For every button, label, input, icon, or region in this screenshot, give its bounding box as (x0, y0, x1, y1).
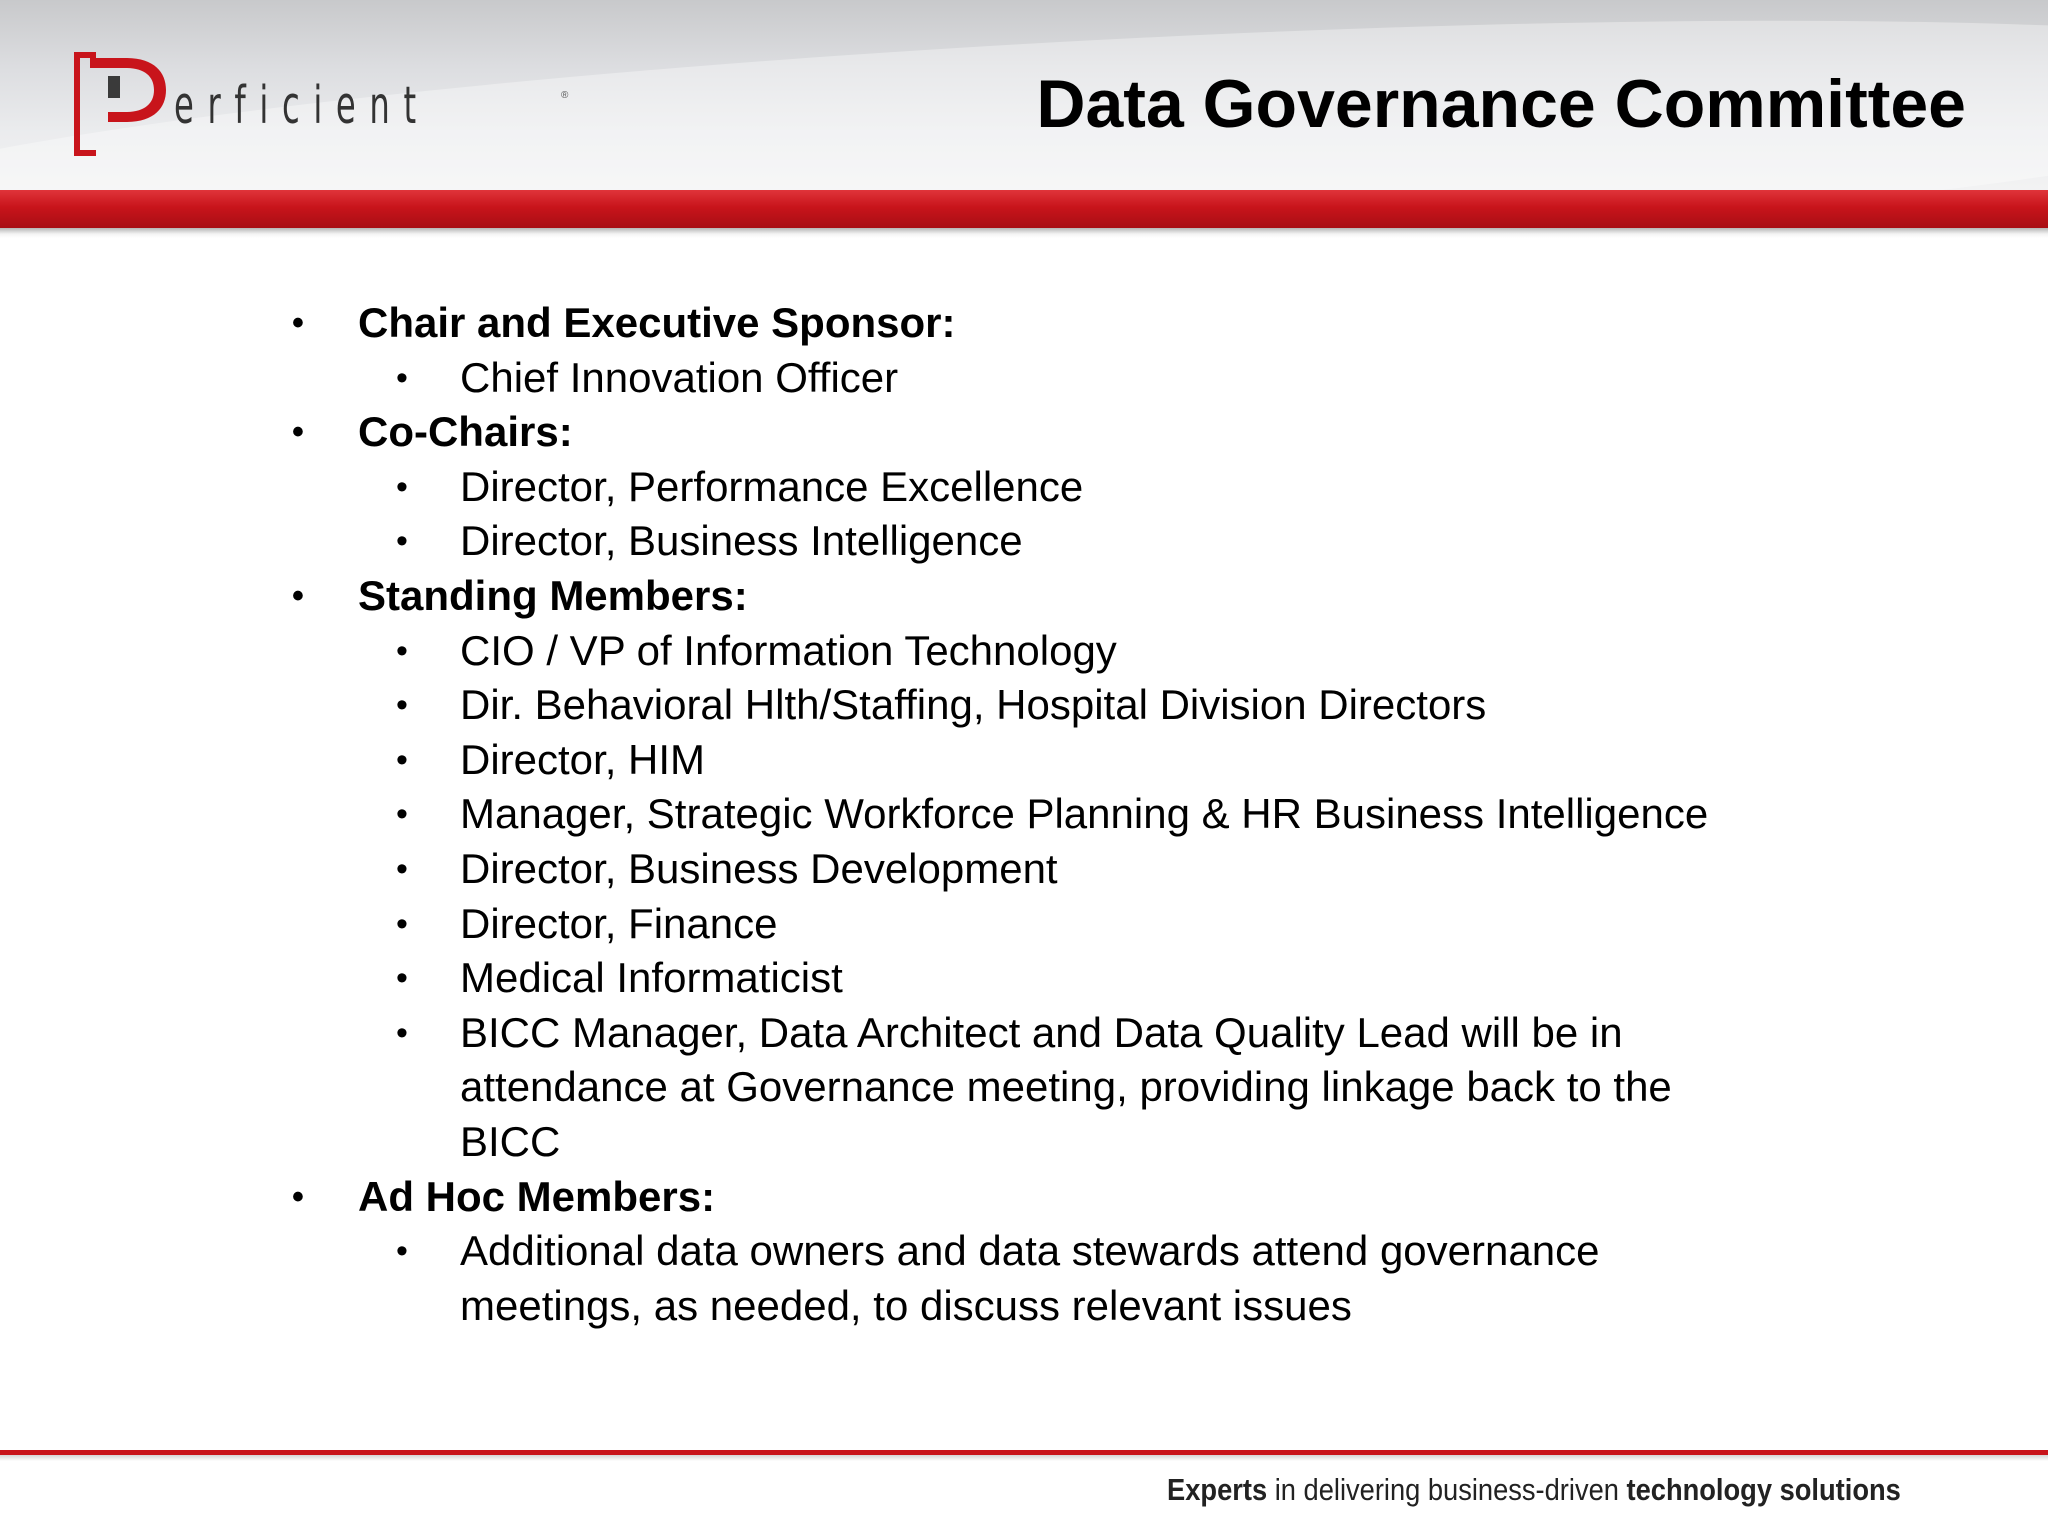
list-item (0, 1006, 1760, 1170)
section-heading-text: Co-Chairs: (358, 408, 573, 456)
bullet-icon: • (292, 304, 304, 342)
list-item-text: Director, Business Intelligence (460, 517, 1023, 565)
list-item (0, 460, 1760, 515)
bullet-icon: • (292, 413, 304, 452)
list-item-text: Director, HIM (460, 735, 706, 783)
list-item (0, 897, 1760, 952)
bullet-icon: • (396, 959, 408, 998)
bullet-icon: • (396, 631, 408, 670)
list-item-text: Additional data owners and data stewards attend governance meetings, as needed, to discuss relevant issues (460, 1227, 1600, 1329)
perficient-logo (74, 50, 569, 160)
committee-list (0, 296, 2048, 1333)
list-item-text: BICC Manager, Data Architect and Data Quality Lead will be in attendance at Governance meeting, providing linkage back to the BICC (460, 1008, 1672, 1165)
bullet-icon: • (396, 1232, 408, 1271)
list-item-text: Director, Business Development (460, 844, 1058, 892)
footer-line-shadow (0, 1455, 2048, 1461)
section-heading (0, 296, 2048, 351)
list-item (0, 624, 1760, 679)
header-band-shadow (0, 228, 2048, 238)
list-item-text: Medical Informaticist (460, 954, 843, 1002)
list-item (0, 951, 1760, 1006)
slide-header (0, 0, 2048, 190)
header-red-band (0, 190, 2048, 228)
list-item (0, 351, 1760, 406)
registered-mark-icon: ® (561, 90, 569, 101)
bullet-icon: • (396, 795, 408, 834)
bullet-icon: • (396, 1013, 408, 1052)
bullet-icon: • (396, 467, 408, 506)
list-item-text: Chief Innovation Officer (460, 353, 899, 401)
section-heading (0, 569, 2048, 624)
tagline-bold-solutions: technology solutions (1626, 1472, 1901, 1507)
list-item-text: Manager, Strategic Workforce Planning & HR Business Intelligence (460, 790, 1709, 838)
list-item (0, 1224, 1760, 1333)
list-item (0, 842, 1760, 897)
list-item-text: CIO / VP of Information Technology (460, 626, 1117, 674)
bullet-icon: • (396, 358, 408, 397)
list-item (0, 733, 1760, 788)
bullet-icon: • (292, 1177, 304, 1216)
list-item (0, 678, 1760, 733)
list-item-text: Director, Performance Excellence (460, 462, 1084, 510)
bullet-icon: • (396, 904, 408, 943)
tagline-middle: in delivering business-driven (1267, 1472, 1627, 1507)
section-heading-text: Standing Members: (358, 571, 748, 619)
bullet-icon: • (396, 849, 408, 888)
bullet-icon: • (292, 576, 304, 615)
list-item-text: Dir. Behavioral Hlth/Staffing, Hospital Division Directors (460, 681, 1487, 729)
list-item (0, 514, 1760, 569)
perficient-logo-mark-icon (74, 52, 174, 156)
tagline-bold-experts: Experts (1167, 1472, 1268, 1507)
section-heading (0, 1170, 2048, 1225)
logo-wordmark: erficient (174, 76, 430, 136)
bullet-icon: • (396, 522, 408, 561)
bullet-icon: • (396, 740, 408, 779)
section-heading-text: Chair and Executive Sponsor: (358, 299, 956, 346)
section-heading-text: Ad Hoc Members: (358, 1172, 716, 1220)
list-item (0, 787, 1760, 842)
list-item-text: Director, Finance (460, 899, 778, 947)
bullet-icon: • (396, 686, 408, 725)
footer-tagline (1167, 1472, 1901, 1508)
page-title: Data Governance Committee (1036, 66, 1966, 142)
section-heading (0, 405, 2048, 460)
